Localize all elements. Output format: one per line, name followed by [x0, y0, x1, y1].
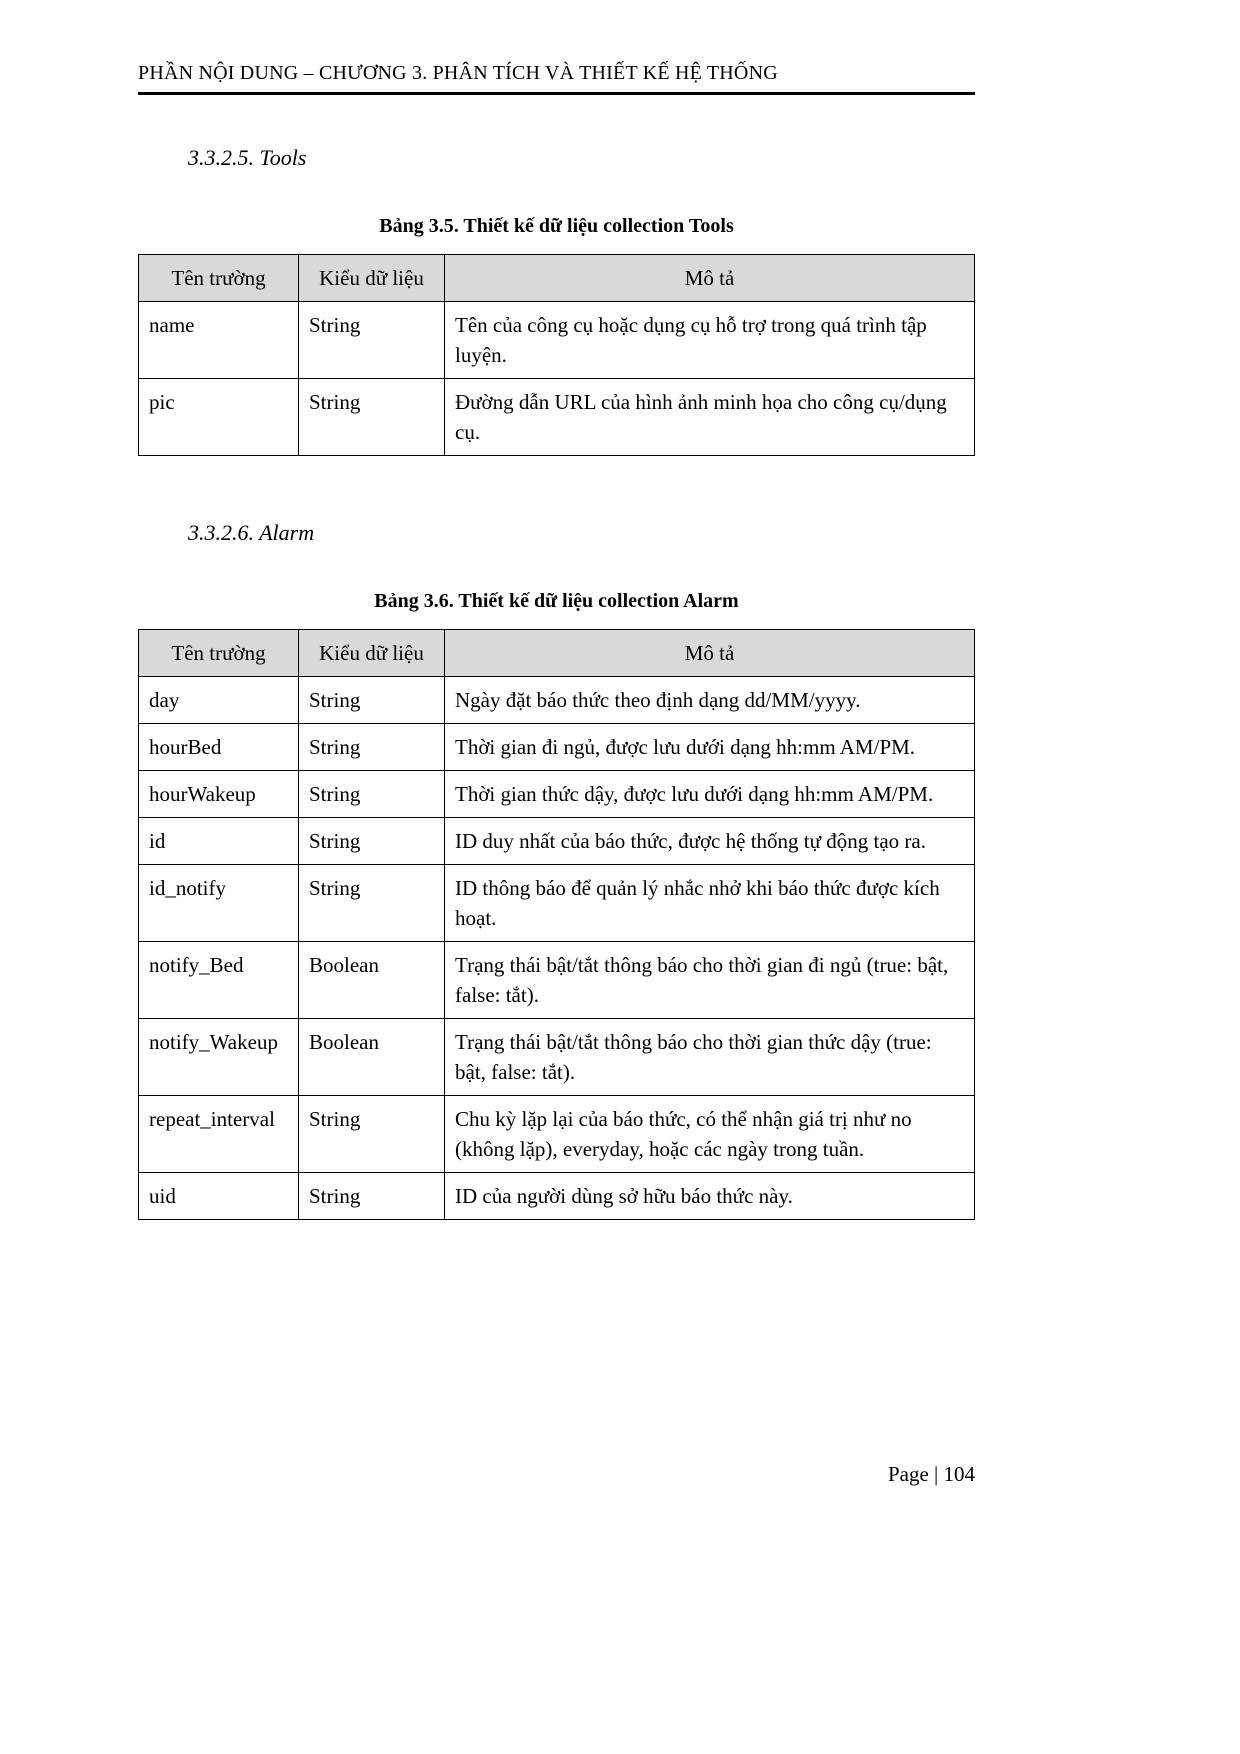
data-type-cell: String: [299, 1096, 445, 1173]
column-header: Kiểu dữ liệu: [299, 630, 445, 677]
description-cell: ID thông báo để quản lý nhắc nhở khi báo thức được kích hoạt.: [445, 865, 975, 942]
data-type-cell: String: [299, 724, 445, 771]
description-cell: Thời gian thức dậy, được lưu dưới dạng hh:mm AM/PM.: [445, 771, 975, 818]
table-caption-alarm: Bảng 3.6. Thiết kế dữ liệu collection Alarm: [374, 590, 739, 612]
data-type-cell: Boolean: [299, 942, 445, 1019]
header-row: [139, 630, 975, 677]
table-row: [139, 1173, 975, 1220]
table-row: [139, 724, 975, 771]
page-header: [138, 62, 975, 95]
field-name-cell: day: [139, 677, 299, 724]
table-row: [139, 771, 975, 818]
table-row: [139, 818, 975, 865]
table-row: [139, 865, 975, 942]
description-cell: Ngày đặt báo thức theo định dạng dd/MM/yyyy.: [445, 677, 975, 724]
field-name-cell: id: [139, 818, 299, 865]
data-type-cell: String: [299, 771, 445, 818]
data-type-cell: Boolean: [299, 1019, 445, 1096]
table-row: [139, 1019, 975, 1096]
table-caption-tools: Bảng 3.5. Thiết kế dữ liệu collection Tools: [379, 215, 734, 237]
column-header: Tên trường: [139, 630, 299, 677]
table-body: [139, 677, 975, 1220]
table-row: [139, 677, 975, 724]
description-cell: Trạng thái bật/tắt thông báo cho thời gian đi ngủ (true: bật, false: tắt).: [445, 942, 975, 1019]
field-name-cell: hourBed: [139, 724, 299, 771]
section-alarm: [138, 520, 975, 1220]
table-header: [139, 255, 975, 302]
description-cell: Tên của công cụ hoặc dụng cụ hỗ trợ trong quá trình tập luyện.: [445, 302, 975, 379]
data-type-cell: String: [299, 677, 445, 724]
field-name-cell: notify_Wakeup: [139, 1019, 299, 1096]
column-header: Kiểu dữ liệu: [299, 255, 445, 302]
table-row: [139, 379, 975, 456]
description-cell: ID của người dùng sở hữu báo thức này.: [445, 1173, 975, 1220]
field-name-cell: uid: [139, 1173, 299, 1220]
data-type-cell: String: [299, 818, 445, 865]
table-body: [139, 302, 975, 456]
field-name-cell: notify_Bed: [139, 942, 299, 1019]
section-tools: [138, 145, 975, 456]
description-cell: Chu kỳ lặp lại của báo thức, có thể nhận giá trị như no (không lặp), everyday, hoặc các ngày trong tuần.: [445, 1096, 975, 1173]
data-type-cell: String: [299, 865, 445, 942]
table-row: [139, 942, 975, 1019]
description-cell: Đường dẫn URL của hình ảnh minh họa cho công cụ/dụng cụ.: [445, 379, 975, 456]
table-row: [139, 1096, 975, 1173]
header-row: [139, 255, 975, 302]
data-type-cell: String: [299, 1173, 445, 1220]
section-heading-alarm: 3.3.2.6. Alarm: [188, 520, 315, 545]
field-name-cell: name: [139, 302, 299, 379]
data-type-cell: String: [299, 302, 445, 379]
page-footer: [888, 1462, 975, 1487]
tools-table: [138, 254, 975, 456]
field-name-cell: id_notify: [139, 865, 299, 942]
running-header: PHẦN NỘI DUNG – CHƯƠNG 3. PHÂN TÍCH VÀ THIẾT KẾ HỆ THỐNG: [138, 62, 778, 84]
description-cell: Trạng thái bật/tắt thông báo cho thời gian thức dậy (true: bật, false: tắt).: [445, 1019, 975, 1096]
data-type-cell: String: [299, 379, 445, 456]
table-row: [139, 302, 975, 379]
field-name-cell: repeat_interval: [139, 1096, 299, 1173]
page-number: Page | 104: [887, 1462, 975, 1486]
table-header: [139, 630, 975, 677]
alarm-table: [138, 629, 975, 1220]
section-heading-tools: 3.3.2.5. Tools: [188, 145, 307, 170]
description-cell: Thời gian đi ngủ, được lưu dưới dạng hh:mm AM/PM.: [445, 724, 975, 771]
field-name-cell: hourWakeup: [139, 771, 299, 818]
description-cell: ID duy nhất của báo thức, được hệ thống tự động tạo ra.: [445, 818, 975, 865]
column-header: Mô tả: [445, 630, 975, 677]
column-header: Tên trường: [139, 255, 299, 302]
column-header: Mô tả: [445, 255, 975, 302]
field-name-cell: pic: [139, 379, 299, 456]
